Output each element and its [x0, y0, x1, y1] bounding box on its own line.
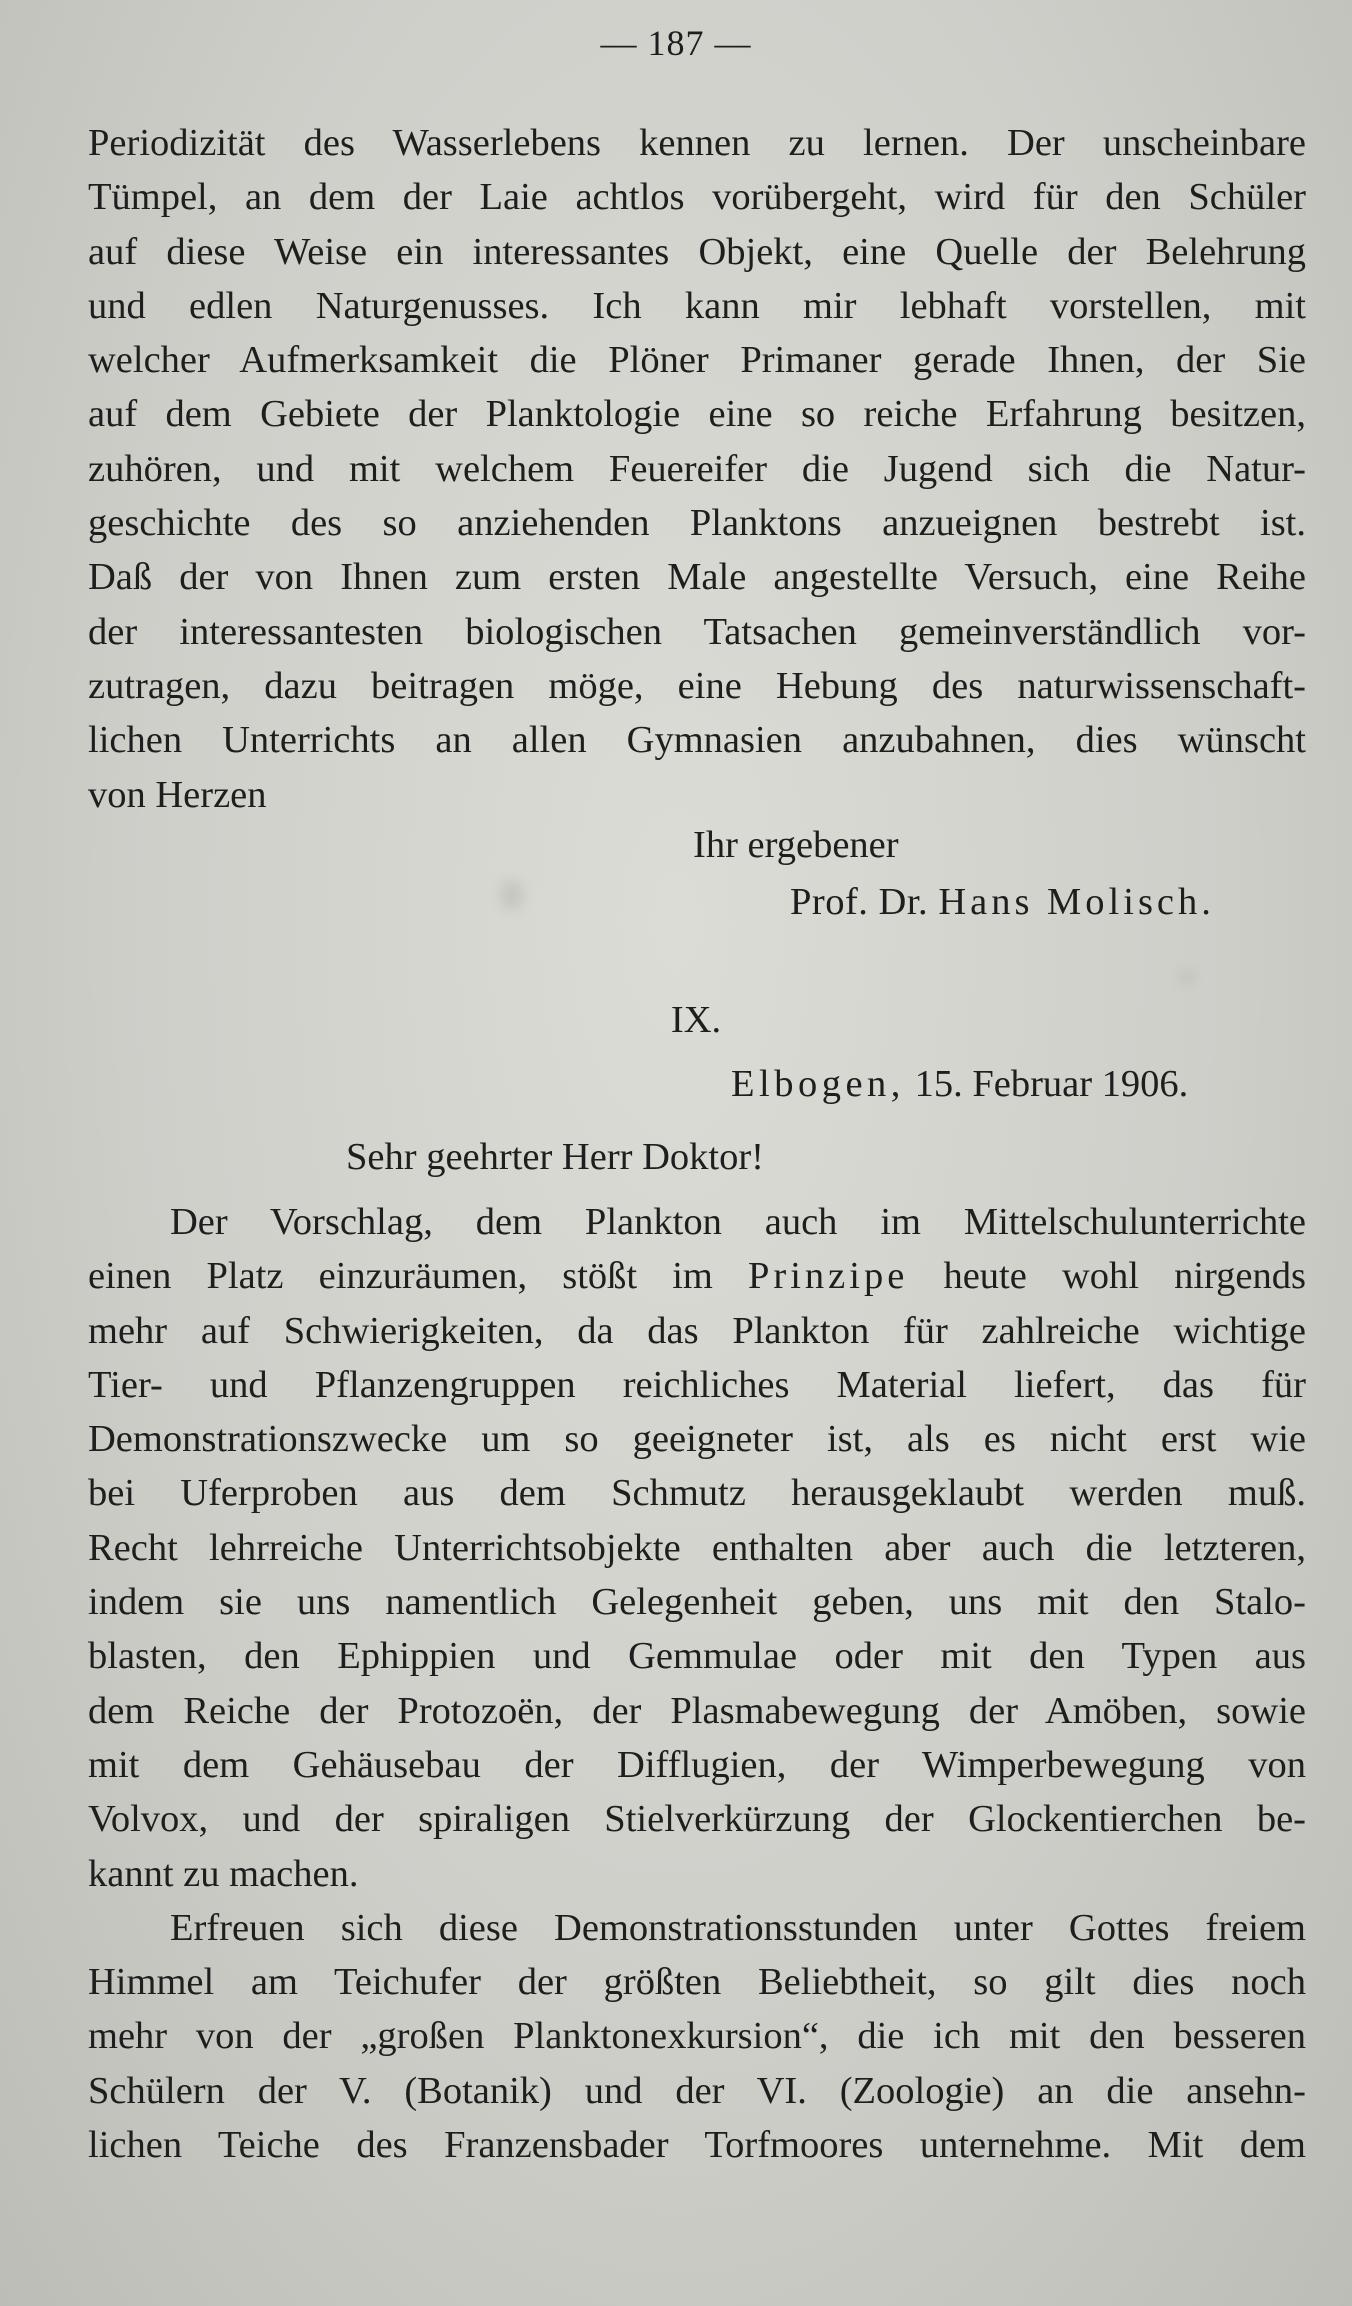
text-line: der interessantesten biologischen Tatsachen gemeinverständlich vor-	[88, 610, 1306, 653]
text-line: Demonstrationszwecke um so geeigneter ist, als es nicht erst wie	[88, 1418, 1306, 1461]
text-line: von Herzen	[88, 773, 267, 816]
letter-body-part2	[88, 1195, 1306, 2172]
letter-dateline	[731, 1062, 1188, 1106]
text-line: Tier- und Pflanzengruppen reichliches Material liefert, das für	[88, 1363, 1306, 1406]
page-number: — 187 —	[600, 23, 752, 63]
emphasized-word: Prinzipe	[748, 1255, 909, 1298]
text-line: blasten, den Ephippien und Gemmulae oder mit den Typen aus	[88, 1635, 1306, 1678]
text-line: welcher Aufmerksamkeit die Plöner Primaner gerade Ihnen, der Sie	[88, 339, 1306, 382]
text-line: indem sie uns namentlich Gelegenheit geben, uns mit den Stalo-	[88, 1581, 1306, 1624]
text-line: Recht lehrreiche Unterrichtsobjekte enthalten aber auch die letzteren,	[88, 1526, 1306, 1569]
text-line: einen Platz einzuräumen, stößt im Prinzipe heute wohl nirgends	[88, 1255, 1306, 1298]
signature-name: Hans Molisch.	[938, 881, 1215, 923]
text-line: Schülern der V. (Botanik) und der VI. (Zoologie) an die ansehn-	[88, 2069, 1306, 2112]
text-line: auf dem Gebiete der Planktologie eine so reiche Erfahrung besitzen,	[88, 393, 1306, 436]
dateline-date: 15. Februar 1906.	[914, 1063, 1189, 1105]
paper-stain	[1180, 970, 1194, 984]
section-number: IX.	[670, 999, 722, 1041]
text-line: Himmel am Teichufer der größten Beliebtheit, so gilt dies noch	[88, 1961, 1306, 2004]
letter-body-part1	[88, 116, 1306, 822]
text-line: Volvox, und der spiraligen Stielverkürzung der Glockentierchen be-	[88, 1798, 1306, 1841]
text-line: dem Reiche der Protozoën, der Plasmabewegung der Amöben, sowie	[88, 1689, 1306, 1732]
paper-stain	[500, 880, 524, 910]
text-line: mehr von der „großen Planktonexkursion“, die ich mit den besseren	[88, 2015, 1306, 2058]
text-line: mit dem Gehäusebau der Difflugien, der Wimperbewegung von	[88, 1743, 1306, 1786]
text-line: Periodizität des Wasserlebens kennen zu lernen. Der unscheinbare	[88, 122, 1306, 164]
text-line: zuhören, und mit welchem Feuereifer die Jugend sich die Natur-	[88, 447, 1306, 490]
text-line: mehr auf Schwierigkeiten, da das Plankton für zahlreiche wichtige	[88, 1309, 1306, 1352]
letter-salutation: Sehr geehrter Herr Doktor!	[346, 1136, 764, 1178]
text-line: lichen Unterrichts an allen Gymnasien anzubahnen, dies wünscht	[88, 719, 1306, 762]
text-line: geschichte des so anziehenden Planktons anzueignen bestrebt ist.	[88, 502, 1306, 545]
text-line: Der Vorschlag, dem Plankton auch im Mittelschulunterrichte	[170, 1201, 1306, 1243]
text-line: Erfreuen sich diese Demonstrationsstunden unter Gottes freiem	[170, 1906, 1306, 1949]
letter-signature	[790, 880, 1215, 924]
signature-title: Prof. Dr.	[790, 881, 929, 923]
text-line: lichen Teiche des Franzensbader Torfmoores unternehme. Mit dem	[88, 2124, 1306, 2167]
text-line: und edlen Naturgenusses. Ich kann mir lebhaft vorstellen, mit	[88, 284, 1306, 327]
text-line: Tümpel, an dem der Laie achtlos vorübergeht, wird für den Schüler	[88, 176, 1306, 219]
text-line: zutragen, dazu beitragen möge, eine Hebung des naturwissenschaft-	[88, 664, 1306, 707]
letter-closing: Ihr ergebener	[693, 824, 899, 866]
text-line: auf diese Weise ein interessantes Objekt, eine Quelle der Belehrung	[88, 230, 1306, 273]
dateline-place: Elbogen,	[731, 1063, 905, 1105]
text-line: kannt zu machen.	[88, 1852, 359, 1895]
text-line: Daß der von Ihnen zum ersten Male angestellte Versuch, eine Reihe	[88, 556, 1306, 599]
text-line: bei Uferproben aus dem Schmutz herausgeklaubt werden muß.	[88, 1472, 1306, 1515]
